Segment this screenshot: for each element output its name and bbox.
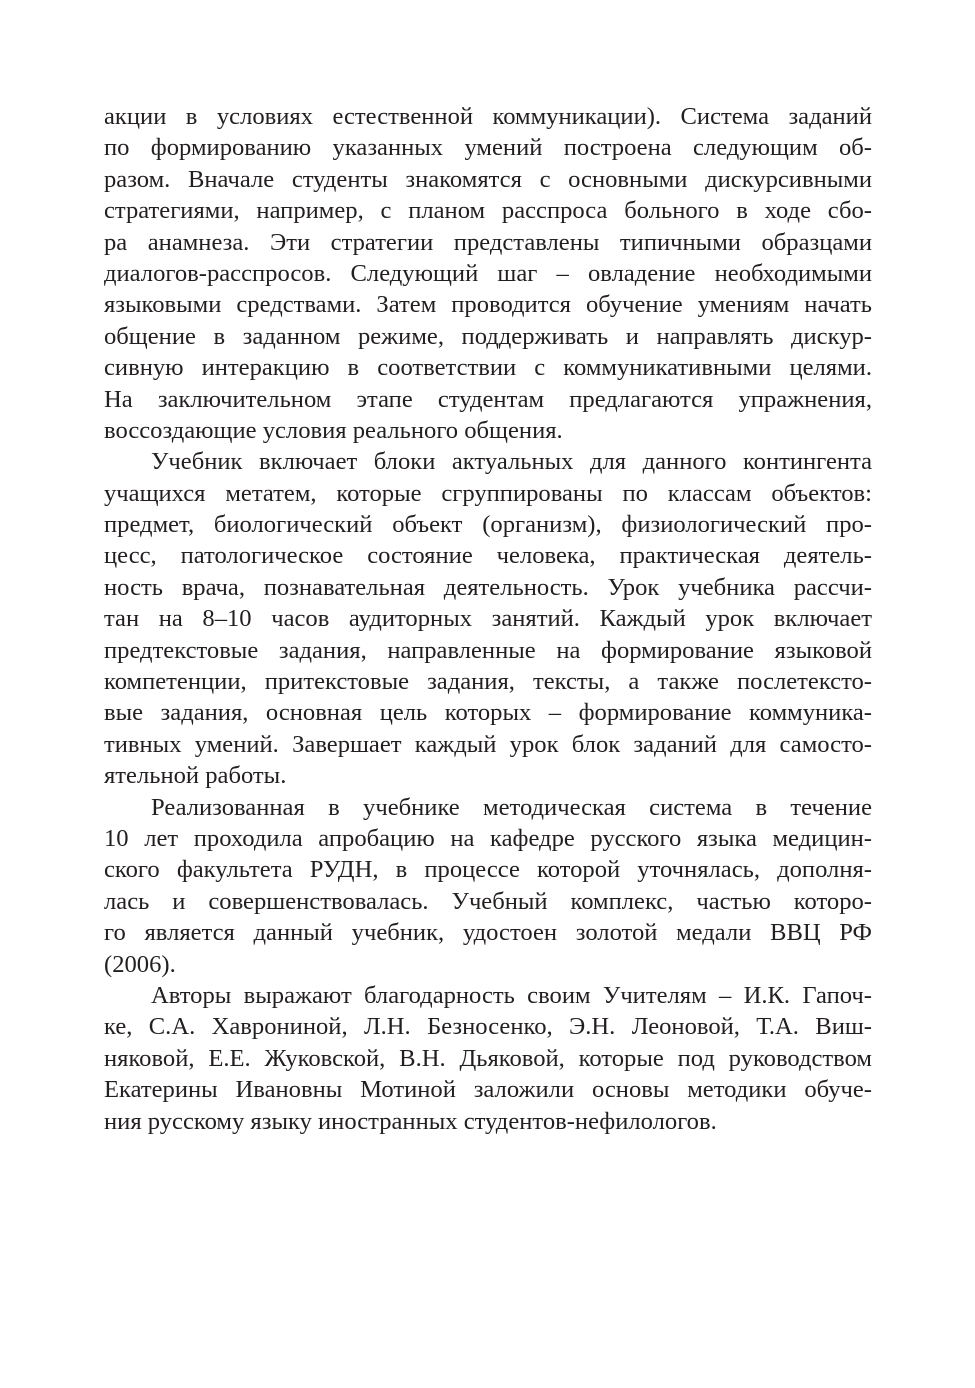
text-line: ке, С.А. Хаврониной, Л.Н. Безносенко, Э.Н. Леоновой, Т.А. Виш- xyxy=(104,1013,872,1041)
text-line: компетенции, притекстовые задания, тексты, а также послетексто- xyxy=(104,668,872,696)
text-line: Екатерины Ивановны Мотиной заложили основы методики обуче- xyxy=(104,1076,872,1104)
paragraph xyxy=(104,446,872,791)
text-line: Реализованная в учебнике методическая система в течение xyxy=(151,793,872,821)
text-line: няковой, Е.Е. Жуковской, В.Н. Дьяковой, которые под руководством xyxy=(104,1044,872,1072)
text-line: воссоздающие условия реального общения. xyxy=(104,416,563,444)
text-line: 10 лет проходила апробацию на кафедре русского языка медицин- xyxy=(104,824,872,852)
body-text xyxy=(104,101,872,1137)
text-line: стратегиями, например, с планом расспроса больного в ходе сбо- xyxy=(104,197,872,225)
text-line: предтекстовые задания, направленные на формирование языковой xyxy=(104,636,872,664)
text-line: тивных умений. Завершает каждый урок блок заданий для самосто- xyxy=(104,730,872,758)
text-line: ность врача, познавательная деятельность. Урок учебника рассчи- xyxy=(104,573,872,601)
text-line: ра анамнеза. Эти стратегии представлены типичными образцами xyxy=(104,228,872,256)
text-line: разом. Вначале студенты знакомятся с основными дискурсивными xyxy=(104,165,872,193)
text-line: Учебник включает блоки актуальных для данного контингента xyxy=(151,448,872,476)
text-line: лась и совершенствовалась. Учебный комплекс, частью которо- xyxy=(104,887,872,915)
text-line: цесс, патологическое состояние человека, практическая деятель- xyxy=(104,542,872,570)
text-line: предмет, биологический объект (организм), физиологический про- xyxy=(104,511,872,539)
text-line: языковыми средствами. Затем проводится обучение умениям начать xyxy=(104,291,872,319)
text-line: Авторы выражают благодарность своим Учителям – И.К. Гапоч- xyxy=(151,981,872,1009)
text-line: учащихся метатем, которые сгруппированы по классам объектов: xyxy=(104,479,872,507)
text-line: (2006). xyxy=(104,950,176,978)
paragraph xyxy=(104,980,872,1137)
text-line: акции в условиях естественной коммуникации). Система заданий xyxy=(104,103,872,130)
paragraph xyxy=(104,101,872,446)
text-line: вые задания, основная цель которых – формирование коммуника- xyxy=(104,699,872,727)
text-line: диалогов-расспросов. Следующий шаг – овладение необходимыми xyxy=(104,259,872,287)
text-line: ятельной работы. xyxy=(104,762,287,790)
text-line: по формированию указанных умений построена следующим об- xyxy=(104,134,872,162)
text-line: общение в заданном режиме, поддерживать и направлять дискур- xyxy=(104,322,872,350)
text-line: На заключительном этапе студентам предлагаются упражнения, xyxy=(104,385,872,413)
text-line: ния русскому языку иностранных студентов-нефилологов. xyxy=(104,1107,717,1135)
paragraph xyxy=(104,792,872,980)
text-line: сивную интеракцию в соответствии с коммуникативными целями. xyxy=(104,354,872,382)
text-line: тан на 8–10 часов аудиторных занятий. Каждый урок включает xyxy=(104,605,872,633)
text-line: го является данный учебник, удостоен золотой медали ВВЦ РФ xyxy=(104,919,872,947)
text-line: ского факультета РУДН, в процессе которой уточнялась, дополня- xyxy=(104,856,872,884)
